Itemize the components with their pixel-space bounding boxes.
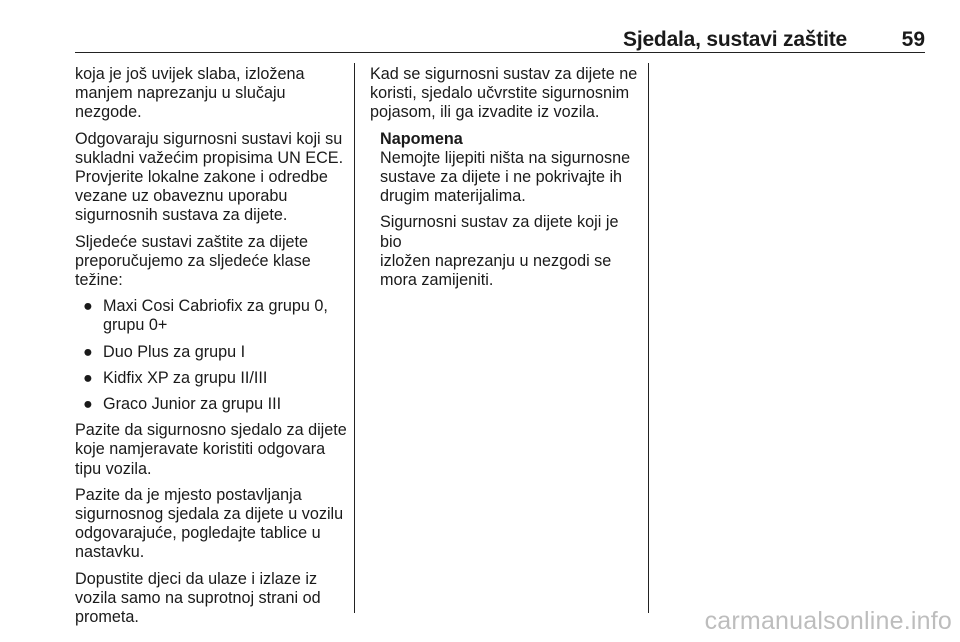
paragraph: Kad se sigurnosni sustav za dijete ne koristi, sjedalo učvrstite sigurnosnim pojasom, ili ga izvadite iz vozila. — [370, 65, 638, 122]
paragraph: Pazite da sigurnosno sjedalo za dijete koje namjeravate koristiti odgovara tipu vozila. — [75, 421, 347, 478]
bullet-icon: ● — [83, 395, 93, 414]
watermark: carmanualsonline.info — [704, 607, 952, 635]
list-item — [75, 297, 347, 335]
list-item-text: Graco Junior za grupu III — [103, 395, 282, 414]
list-item-text: Duo Plus za grupu I — [103, 342, 246, 361]
list-item — [75, 343, 347, 362]
paragraph: Sljedeće sustavi zaštite za dijete preporučujemo za sljedeće klase težine: — [75, 232, 311, 290]
list-item — [75, 369, 347, 388]
paragraph: Pazite da je mjesto postavljanja sigurnosnog sjedala za dijete u vozilu odgovarajuće, pogledajte tablice u nastavku. — [75, 485, 344, 562]
list-item — [75, 395, 347, 414]
bullet-icon: ● — [83, 297, 93, 316]
list-item-text: Kidfix XP za grupu II/III — [103, 368, 268, 387]
section-title: Sjedala, sustavi zaštite — [623, 28, 847, 51]
paragraph: Odgovaraju sigurnosni sustavi koji su sukladni važećim propisima UN ECE. Provjerite lokalne zakone i odredbe vezane uz obaveznu uporabu sigurnosnih sustava za dijete. — [75, 129, 344, 225]
column-divider-left — [354, 63, 355, 613]
note-paragraph: Nemojte lijepiti ništa na sigurnosne sustave za dijete i ne pokrivajte ih drugim materijalima. — [380, 148, 631, 206]
note-title: Napomena — [380, 129, 463, 148]
column-divider-right — [648, 63, 649, 613]
bullet-icon: ● — [83, 342, 93, 361]
page-header — [75, 26, 925, 53]
paragraph: Dopustite djeci da ulaze i izlaze iz vozila samo na suprotnoj strani od prometa. — [75, 569, 321, 627]
bullet-icon: ● — [83, 368, 93, 387]
note-paragraph: Sigurnosni sustav za dijete koji je bio izložen naprezanju u nezgodi se mora zamijeniti. — [380, 213, 619, 290]
paragraph: koja je još uvijek slaba, izložena manjem naprezanju u slučaju nezgode. — [75, 65, 305, 122]
page-number: 59 — [901, 28, 925, 51]
note-block — [380, 130, 640, 291]
list-item-text: Maxi Cosi Cabriofix za grupu 0, grupu 0+ — [103, 297, 328, 335]
left-column — [75, 65, 347, 634]
middle-column — [370, 65, 640, 297]
recommended-seats-list — [75, 297, 347, 414]
